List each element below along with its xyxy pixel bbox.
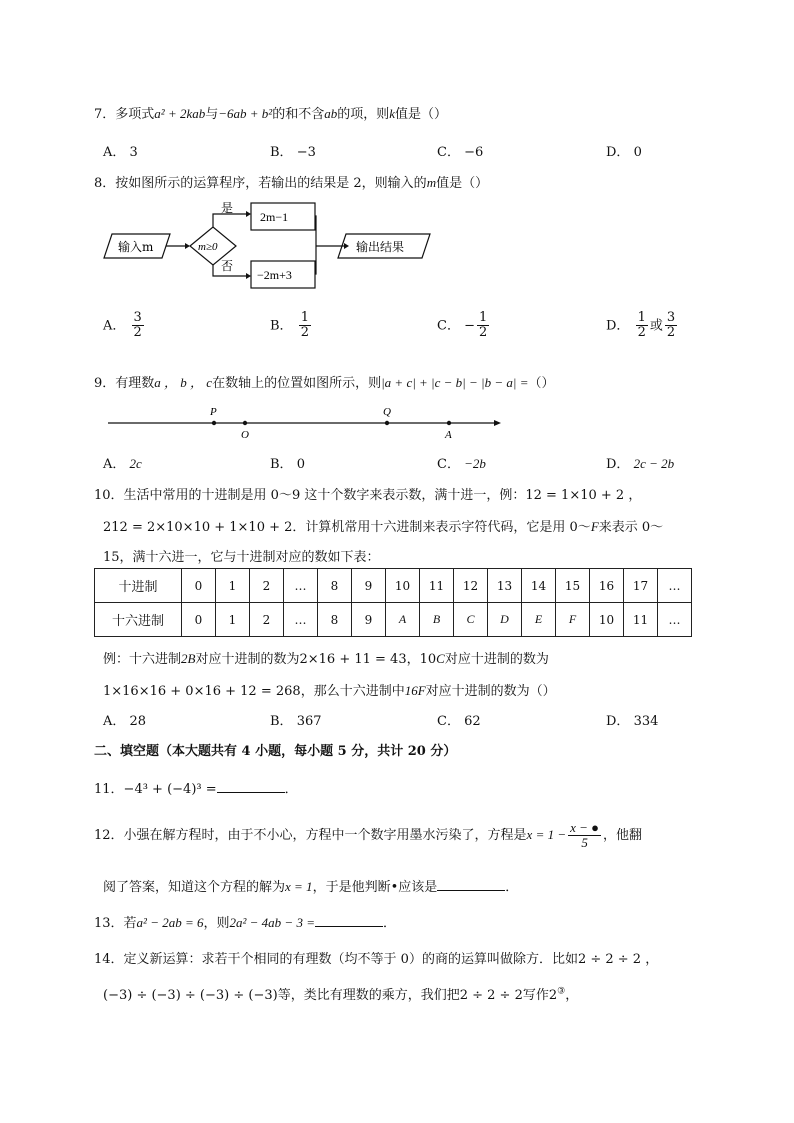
q8-option-d[interactable] bbox=[606, 311, 679, 341]
option-label: D． bbox=[606, 714, 630, 729]
conversion-table bbox=[94, 568, 692, 637]
q10-2B: 2B bbox=[181, 651, 196, 666]
q7-text: 与 bbox=[205, 107, 219, 122]
option-label: C． bbox=[437, 318, 460, 334]
q9-option-d[interactable] bbox=[606, 453, 674, 472]
option-value: 3 bbox=[129, 145, 138, 160]
table-row bbox=[95, 569, 692, 603]
table-cell: D bbox=[488, 603, 522, 637]
denominator: 2 bbox=[666, 325, 676, 341]
table-cell: 9 bbox=[352, 569, 386, 603]
q14-text: ， bbox=[565, 988, 579, 1003]
option-label: B． bbox=[270, 318, 293, 334]
q12-text: 12．小强在解方程时，由于不小心，方程中一个数字用墨水污染了，方程是 bbox=[94, 828, 527, 843]
q10-option-a[interactable] bbox=[103, 710, 146, 729]
option-value: 0 bbox=[296, 457, 305, 472]
table-cell: 8 bbox=[318, 603, 352, 637]
table-cell: 15 bbox=[556, 569, 590, 603]
table-cell: 1 bbox=[216, 603, 250, 637]
option-value: −2b bbox=[464, 456, 486, 471]
numerator: 1 bbox=[637, 310, 646, 325]
condition-label: m≥0 bbox=[198, 241, 218, 253]
q9-number-line bbox=[104, 400, 504, 442]
q10-example bbox=[103, 648, 549, 667]
q8-option-a[interactable] bbox=[103, 311, 146, 341]
q8-text: 值是（） bbox=[436, 176, 489, 191]
q8-text: 按如图所示的运算程序，若输出的结果是 2，则输入的 bbox=[115, 176, 427, 191]
table-cell: 12 bbox=[454, 569, 488, 603]
point-a bbox=[447, 421, 451, 425]
option-value: 2c − 2b bbox=[633, 456, 675, 471]
denominator: 2 bbox=[300, 325, 309, 341]
label-o: O bbox=[241, 429, 249, 441]
q10-option-b[interactable] bbox=[270, 710, 322, 729]
point-p bbox=[212, 421, 216, 425]
q9-option-a[interactable] bbox=[103, 453, 142, 472]
axis-arrow bbox=[494, 420, 501, 426]
q10-expr: 1×16×16 + 0×16 + 12 = 268 bbox=[103, 684, 301, 699]
q14-text: 写作 bbox=[522, 988, 549, 1003]
q10-text: ，10 bbox=[406, 652, 437, 667]
q7-text: 的和不含 bbox=[272, 107, 325, 122]
q14-text: 14．定义新运算：求若干个相同的有理数（均不等于 0）的商的运算叫做除方．比如 bbox=[94, 952, 578, 967]
q13-end: ． bbox=[382, 916, 396, 931]
table-row bbox=[95, 603, 692, 637]
section-heading: 二、填空题（本大题共有 4 小题，每小题 5 分，共计 20 分） bbox=[94, 744, 457, 759]
answer-blank[interactable] bbox=[315, 914, 383, 927]
q12-line1 bbox=[94, 818, 642, 853]
q9-text: （） bbox=[528, 376, 555, 391]
q9-text: 有理数 bbox=[115, 376, 155, 391]
table-cell: 8 bbox=[318, 569, 352, 603]
no-box-label: −2m+3 bbox=[257, 268, 292, 282]
q8-m: m bbox=[426, 175, 437, 190]
question-number: 7． bbox=[94, 107, 116, 122]
no-label: 否 bbox=[221, 259, 234, 273]
q14-expr: 2 ÷ 2 ÷ 2 ， bbox=[577, 952, 659, 967]
q10-text: ．计算机常用十六进制来表示字符代码，它是用 0～ bbox=[292, 520, 591, 535]
q10-16F: 16F bbox=[404, 683, 426, 698]
q10-text: 来表示 0～ bbox=[598, 520, 664, 535]
q10-line1 bbox=[94, 484, 641, 503]
q14-superscript: ③ bbox=[557, 986, 566, 997]
q10-expr: 212 = 2×10×10 + 1×10 + 2 bbox=[103, 520, 293, 535]
option-label: B． bbox=[270, 457, 293, 472]
q10-text: ，那么十六进制中 bbox=[300, 684, 405, 699]
option-label: A． bbox=[103, 318, 126, 334]
denominator: 2 bbox=[637, 325, 646, 341]
q10-line2 bbox=[103, 516, 663, 535]
numerator: 3 bbox=[133, 310, 142, 325]
q11 bbox=[94, 778, 298, 797]
q14-expr: 2 ÷ 2 ÷ 2 bbox=[459, 988, 523, 1003]
q14-line1 bbox=[94, 948, 658, 967]
option-value: 28 bbox=[129, 714, 147, 729]
label-a: A bbox=[445, 429, 452, 441]
option-label: B． bbox=[270, 145, 293, 160]
table-cell: 2 bbox=[250, 569, 284, 603]
option-value: 367 bbox=[296, 714, 322, 729]
q13-expr1: a² − 2ab = 6 bbox=[136, 915, 204, 930]
denominator: 2 bbox=[133, 325, 142, 341]
q7-option-a[interactable] bbox=[103, 141, 138, 160]
q10-line3: 15，满十六进一，它与十进制对应的数如下表： bbox=[103, 550, 380, 565]
fraction bbox=[665, 311, 677, 341]
option-label: B． bbox=[270, 714, 293, 729]
q10-expr: 2×16 + 11 = 43 bbox=[299, 652, 407, 667]
table-cell: 11 bbox=[624, 603, 658, 637]
table-cell: B bbox=[420, 603, 454, 637]
q9-vars: a ， b ， c bbox=[154, 375, 213, 390]
option-label: A． bbox=[103, 714, 126, 729]
question-number: 11． bbox=[94, 782, 124, 797]
fraction bbox=[636, 311, 648, 341]
q8-option-c[interactable] bbox=[437, 311, 491, 341]
arrow-head bbox=[246, 273, 251, 279]
table-cell: 14 bbox=[522, 569, 556, 603]
option-label: A． bbox=[103, 457, 126, 472]
option-value: 0 bbox=[633, 145, 642, 160]
yes-box-label: 2m−1 bbox=[260, 210, 289, 224]
q12-line2 bbox=[103, 876, 518, 895]
option-value: −6 bbox=[464, 145, 484, 160]
arrow-head bbox=[344, 243, 349, 249]
input-label: 输入m bbox=[118, 240, 154, 254]
fraction bbox=[132, 311, 144, 341]
q14-expr: (−3) ÷ (−3) ÷ (−3) ÷ (−3) bbox=[103, 988, 278, 1003]
q12-eq-left: x = 1 − bbox=[526, 827, 567, 842]
option-value: 62 bbox=[464, 714, 481, 729]
numerator: 3 bbox=[666, 310, 676, 325]
table-cell: … bbox=[658, 569, 692, 603]
q12-solution: x = 1 bbox=[285, 879, 313, 894]
question-number: 9． bbox=[94, 376, 116, 391]
option-value: −3 bbox=[296, 145, 316, 160]
q9-text: 在数轴上的位置如图所示，则 bbox=[212, 376, 382, 391]
q7-expr2: −6ab + b² bbox=[218, 106, 273, 121]
q10-line5 bbox=[103, 680, 556, 699]
q10-text: 对应十进制的数为 bbox=[195, 652, 300, 667]
q7-text: 值是（） bbox=[395, 107, 448, 122]
table-cell: C bbox=[454, 603, 488, 637]
q7-stem bbox=[94, 103, 447, 122]
option-label: C． bbox=[437, 457, 460, 472]
row-header: 十进制 bbox=[95, 569, 182, 603]
q9-option-b[interactable] bbox=[270, 453, 305, 472]
q7-option-b[interactable] bbox=[270, 141, 316, 160]
table-cell: 1 bbox=[216, 569, 250, 603]
answer-blank[interactable] bbox=[217, 780, 285, 793]
q12-text: ，于是他判断•应该是 bbox=[312, 880, 438, 895]
q9-expr: |a + c| + |c − b| − |b − a| = bbox=[381, 375, 529, 390]
q12-text: ，他翻 bbox=[603, 828, 643, 843]
q13-text: ，则 bbox=[203, 916, 230, 931]
option-value: 334 bbox=[633, 714, 659, 729]
q9-stem bbox=[94, 372, 554, 391]
table-cell: 10 bbox=[590, 603, 624, 637]
minus-sign: − bbox=[464, 318, 475, 334]
q7-expr1: a² + 2kab bbox=[154, 106, 206, 121]
q10-text: 对应十进制的数为（） bbox=[425, 684, 556, 699]
q10-text: 例：十六进制 bbox=[103, 652, 182, 667]
q14-base: 2 bbox=[548, 988, 558, 1003]
yes-line bbox=[213, 214, 246, 227]
option-label: D． bbox=[606, 457, 630, 472]
option-value: 2c bbox=[129, 456, 142, 471]
table-cell: 10 bbox=[386, 569, 420, 603]
q14-text: 等，类比有理数的乘方，我们把 bbox=[277, 988, 460, 1003]
question-number: 13．若 bbox=[94, 916, 137, 931]
q14-line2 bbox=[103, 984, 578, 1003]
table-cell: E bbox=[522, 603, 556, 637]
table-cell: 16 bbox=[590, 569, 624, 603]
q12-end: ． bbox=[505, 880, 519, 895]
answer-blank[interactable] bbox=[437, 878, 505, 891]
table-cell: A bbox=[386, 603, 420, 637]
q10-option-d[interactable] bbox=[606, 710, 658, 729]
q8-stem bbox=[94, 172, 488, 191]
q10-F: F bbox=[590, 519, 599, 534]
q10-text: 10．生活中常用的十进制是用 0～9 这十个数字来表示数，满十进一，例： bbox=[94, 488, 526, 503]
option-label: D． bbox=[606, 145, 630, 160]
option-label: C． bbox=[437, 714, 460, 729]
output-label: 输出结果 bbox=[356, 240, 405, 254]
table-cell: 2 bbox=[250, 603, 284, 637]
point-o bbox=[243, 421, 247, 425]
q12-text: 阅了答案，知道这个方程的解为 bbox=[103, 880, 286, 895]
numerator: 1 bbox=[479, 310, 488, 325]
table-cell: 0 bbox=[182, 603, 216, 637]
numerator: x − ● bbox=[570, 819, 600, 835]
q7-ab: ab bbox=[324, 106, 338, 121]
q9-option-c[interactable] bbox=[437, 453, 486, 472]
table-cell: … bbox=[658, 603, 692, 637]
option-label: D． bbox=[606, 318, 630, 334]
q11-end: ． bbox=[284, 782, 298, 797]
yes-label: 是 bbox=[221, 201, 234, 215]
q7-k: k bbox=[389, 106, 396, 121]
q10-text: 对应十进制的数为 bbox=[444, 652, 549, 667]
table-cell: … bbox=[284, 569, 318, 603]
q7-option-d[interactable] bbox=[606, 141, 642, 160]
q13-expr2: 2a² − 4ab − 3 = bbox=[229, 915, 315, 930]
table-cell: 17 bbox=[624, 569, 658, 603]
q12-fraction bbox=[568, 821, 601, 851]
q7-text: 的项，则 bbox=[337, 107, 390, 122]
table-cell: 13 bbox=[488, 569, 522, 603]
point-q bbox=[385, 421, 389, 425]
table-cell: 11 bbox=[420, 569, 454, 603]
q11-expr: −4³ + (−4)³ = bbox=[123, 782, 217, 797]
fraction bbox=[299, 311, 311, 341]
q7-option-c[interactable] bbox=[437, 141, 483, 160]
table-cell: 9 bbox=[352, 603, 386, 637]
fraction bbox=[477, 311, 489, 341]
table-cell: 0 bbox=[182, 569, 216, 603]
question-number: 8． bbox=[94, 176, 116, 191]
q7-text: 多项式 bbox=[115, 107, 155, 122]
q10-C: C bbox=[436, 651, 445, 666]
or-text: 或 bbox=[649, 318, 663, 334]
option-label: A． bbox=[103, 145, 126, 160]
denominator: 5 bbox=[581, 835, 588, 850]
arrow-head bbox=[246, 211, 251, 217]
q10-expr: 12 = 1×10 + 2 ， bbox=[525, 488, 642, 503]
q13 bbox=[94, 912, 396, 931]
table-cell: … bbox=[284, 603, 318, 637]
label-q: Q bbox=[383, 406, 391, 418]
q8-option-b[interactable] bbox=[270, 311, 313, 341]
label-p: P bbox=[210, 406, 217, 418]
option-label: C． bbox=[437, 145, 460, 160]
q10-option-c[interactable] bbox=[437, 710, 481, 729]
q8-flowchart bbox=[100, 200, 440, 292]
denominator: 2 bbox=[479, 325, 488, 341]
numerator: 1 bbox=[300, 310, 309, 325]
table-cell: F bbox=[556, 603, 590, 637]
row-header: 十六进制 bbox=[95, 603, 182, 637]
